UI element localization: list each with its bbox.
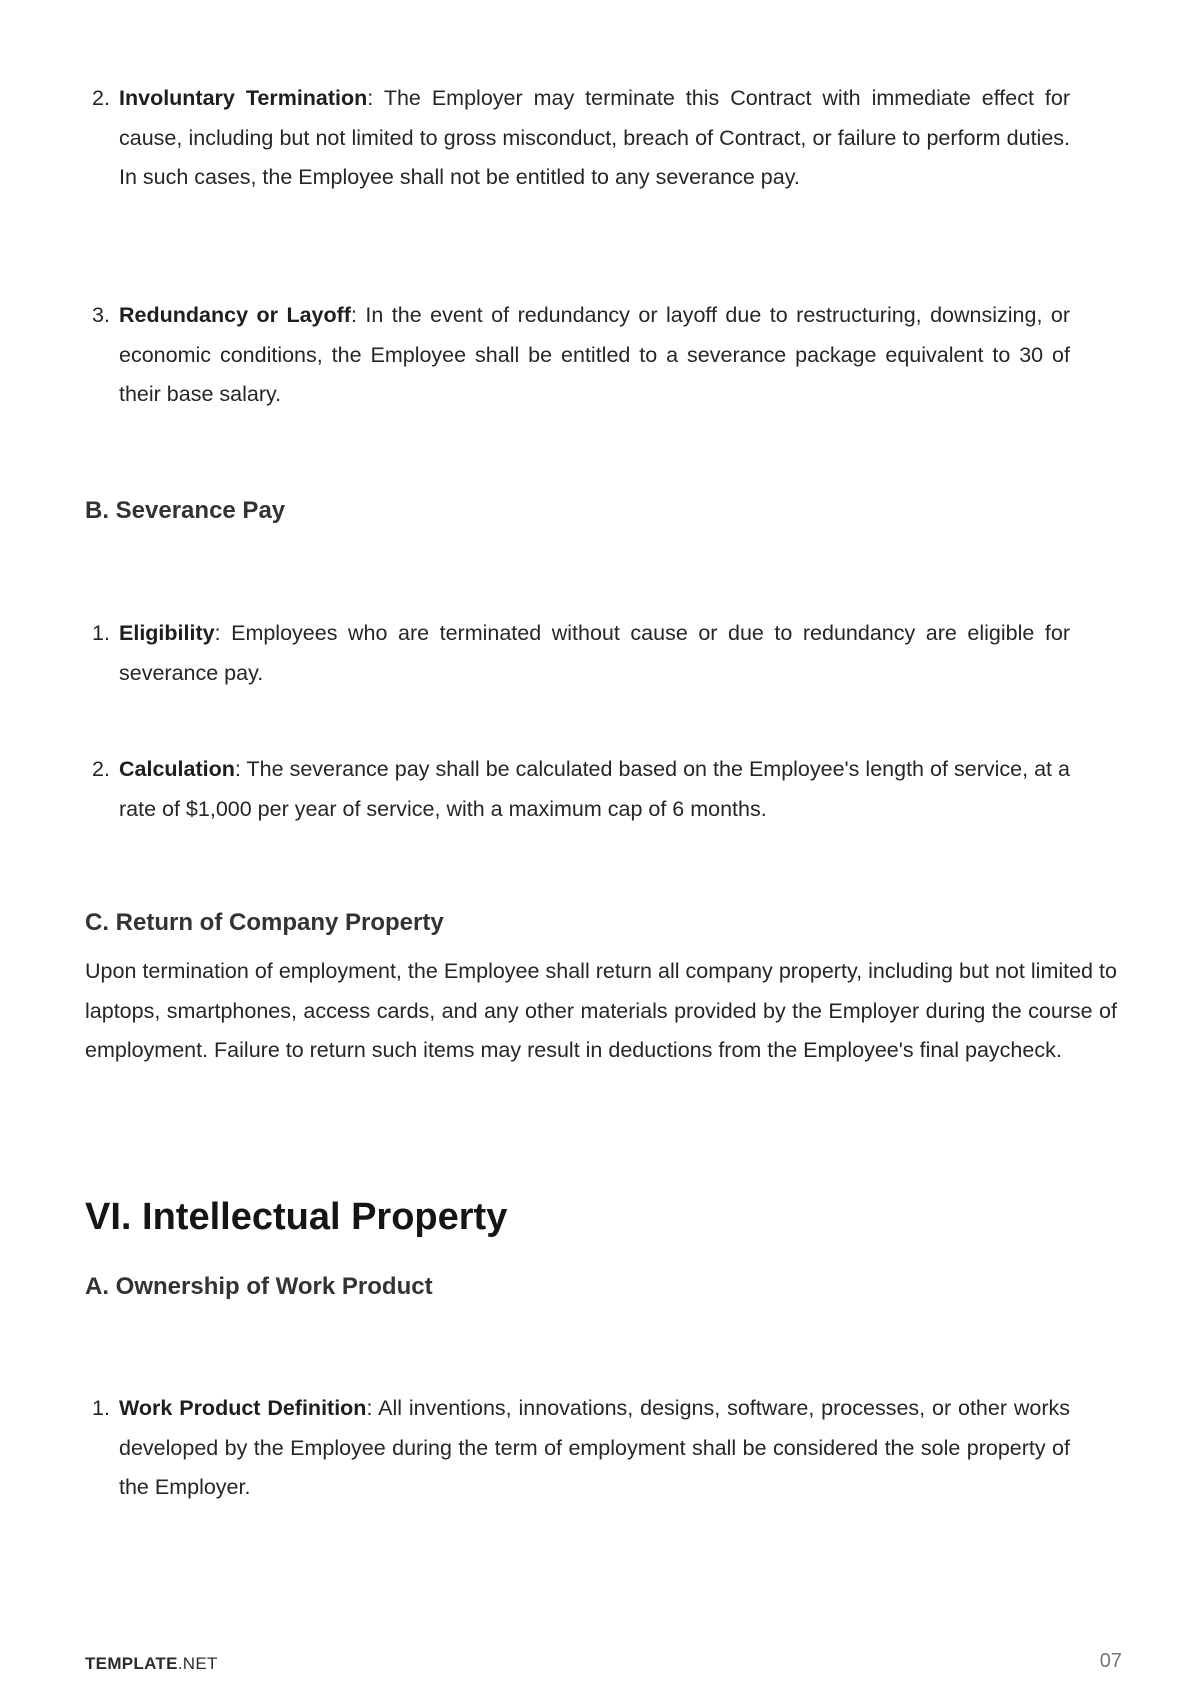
list-item-body xyxy=(119,79,1070,198)
list-item-body xyxy=(119,750,1070,829)
list-item-work-product-definition xyxy=(92,1389,1070,1508)
paragraph-return-of-property: Upon termination of employment, the Employee shall return all company property, including but not limited to laptops, smartphones, access cards, and any other materials provided by the Employer during the course of employment. Failure to return such items may result in deductions from the Employee's final paycheck. xyxy=(85,959,1117,1062)
list-number: 3. xyxy=(92,303,110,327)
brand-name-suffix: .NET xyxy=(177,1654,218,1673)
list-item-redundancy-layoff xyxy=(92,296,1070,415)
list-item-text: : All inventions, innovations, designs, software, processes, or other works developed by the Employee during the term of employment shall be considered the sole property of the Employer. xyxy=(119,1396,1071,1499)
list-item-text: : The severance pay shall be calculated based on the Employee's length of service, at a rate of $1,000 per year of service, with a maximum cap of 6 months. xyxy=(119,757,1070,821)
list-number: 1. xyxy=(92,1396,110,1420)
list-number: 2. xyxy=(92,86,110,110)
list-item-text: : The Employer may terminate this Contract with immediate effect for cause, including but not limited to gross misconduct, breach of Contract, or failure to perform duties. In such cases, the Employee shall not be entitled to any severance pay. xyxy=(119,86,1070,189)
list-item-term: Redundancy or Layoff xyxy=(119,303,351,327)
list-item-text: : Employees who are terminated without cause or due to redundancy are eligible for severance pay. xyxy=(119,621,1070,685)
list-item-eligibility xyxy=(92,614,1070,693)
brand-name-bold: TEMPLATE xyxy=(85,1654,178,1673)
list-item-term: Work Product Definition xyxy=(119,1396,367,1420)
list-item-body xyxy=(119,296,1070,415)
section-title-intellectual-property: VI. Intellectual Property xyxy=(85,1196,508,1238)
list-item-body xyxy=(119,1389,1070,1508)
list-number: 2. xyxy=(92,757,110,781)
subheading-return-of-company-property: C. Return of Company Property xyxy=(85,909,444,936)
list-item-calculation xyxy=(92,750,1070,829)
page-number: 07 xyxy=(1099,1650,1122,1672)
list-item-involuntary-termination xyxy=(92,79,1070,198)
subheading-severance-pay: B. Severance Pay xyxy=(85,497,286,524)
list-item-term: Involuntary Termination xyxy=(119,86,368,110)
list-item-term: Calculation xyxy=(119,757,235,781)
list-item-term: Eligibility xyxy=(119,621,215,645)
subheading-ownership-of-work-product: A. Ownership of Work Product xyxy=(85,1273,433,1300)
footer-brand-logo xyxy=(85,1654,218,1674)
list-item-body xyxy=(119,614,1070,693)
list-number: 1. xyxy=(92,621,110,645)
list-item-text: : In the event of redundancy or layoff due to restructuring, downsizing, or economic conditions, the Employee shall be entitled to a severance package equivalent to 30 of their base salary. xyxy=(119,303,1071,406)
